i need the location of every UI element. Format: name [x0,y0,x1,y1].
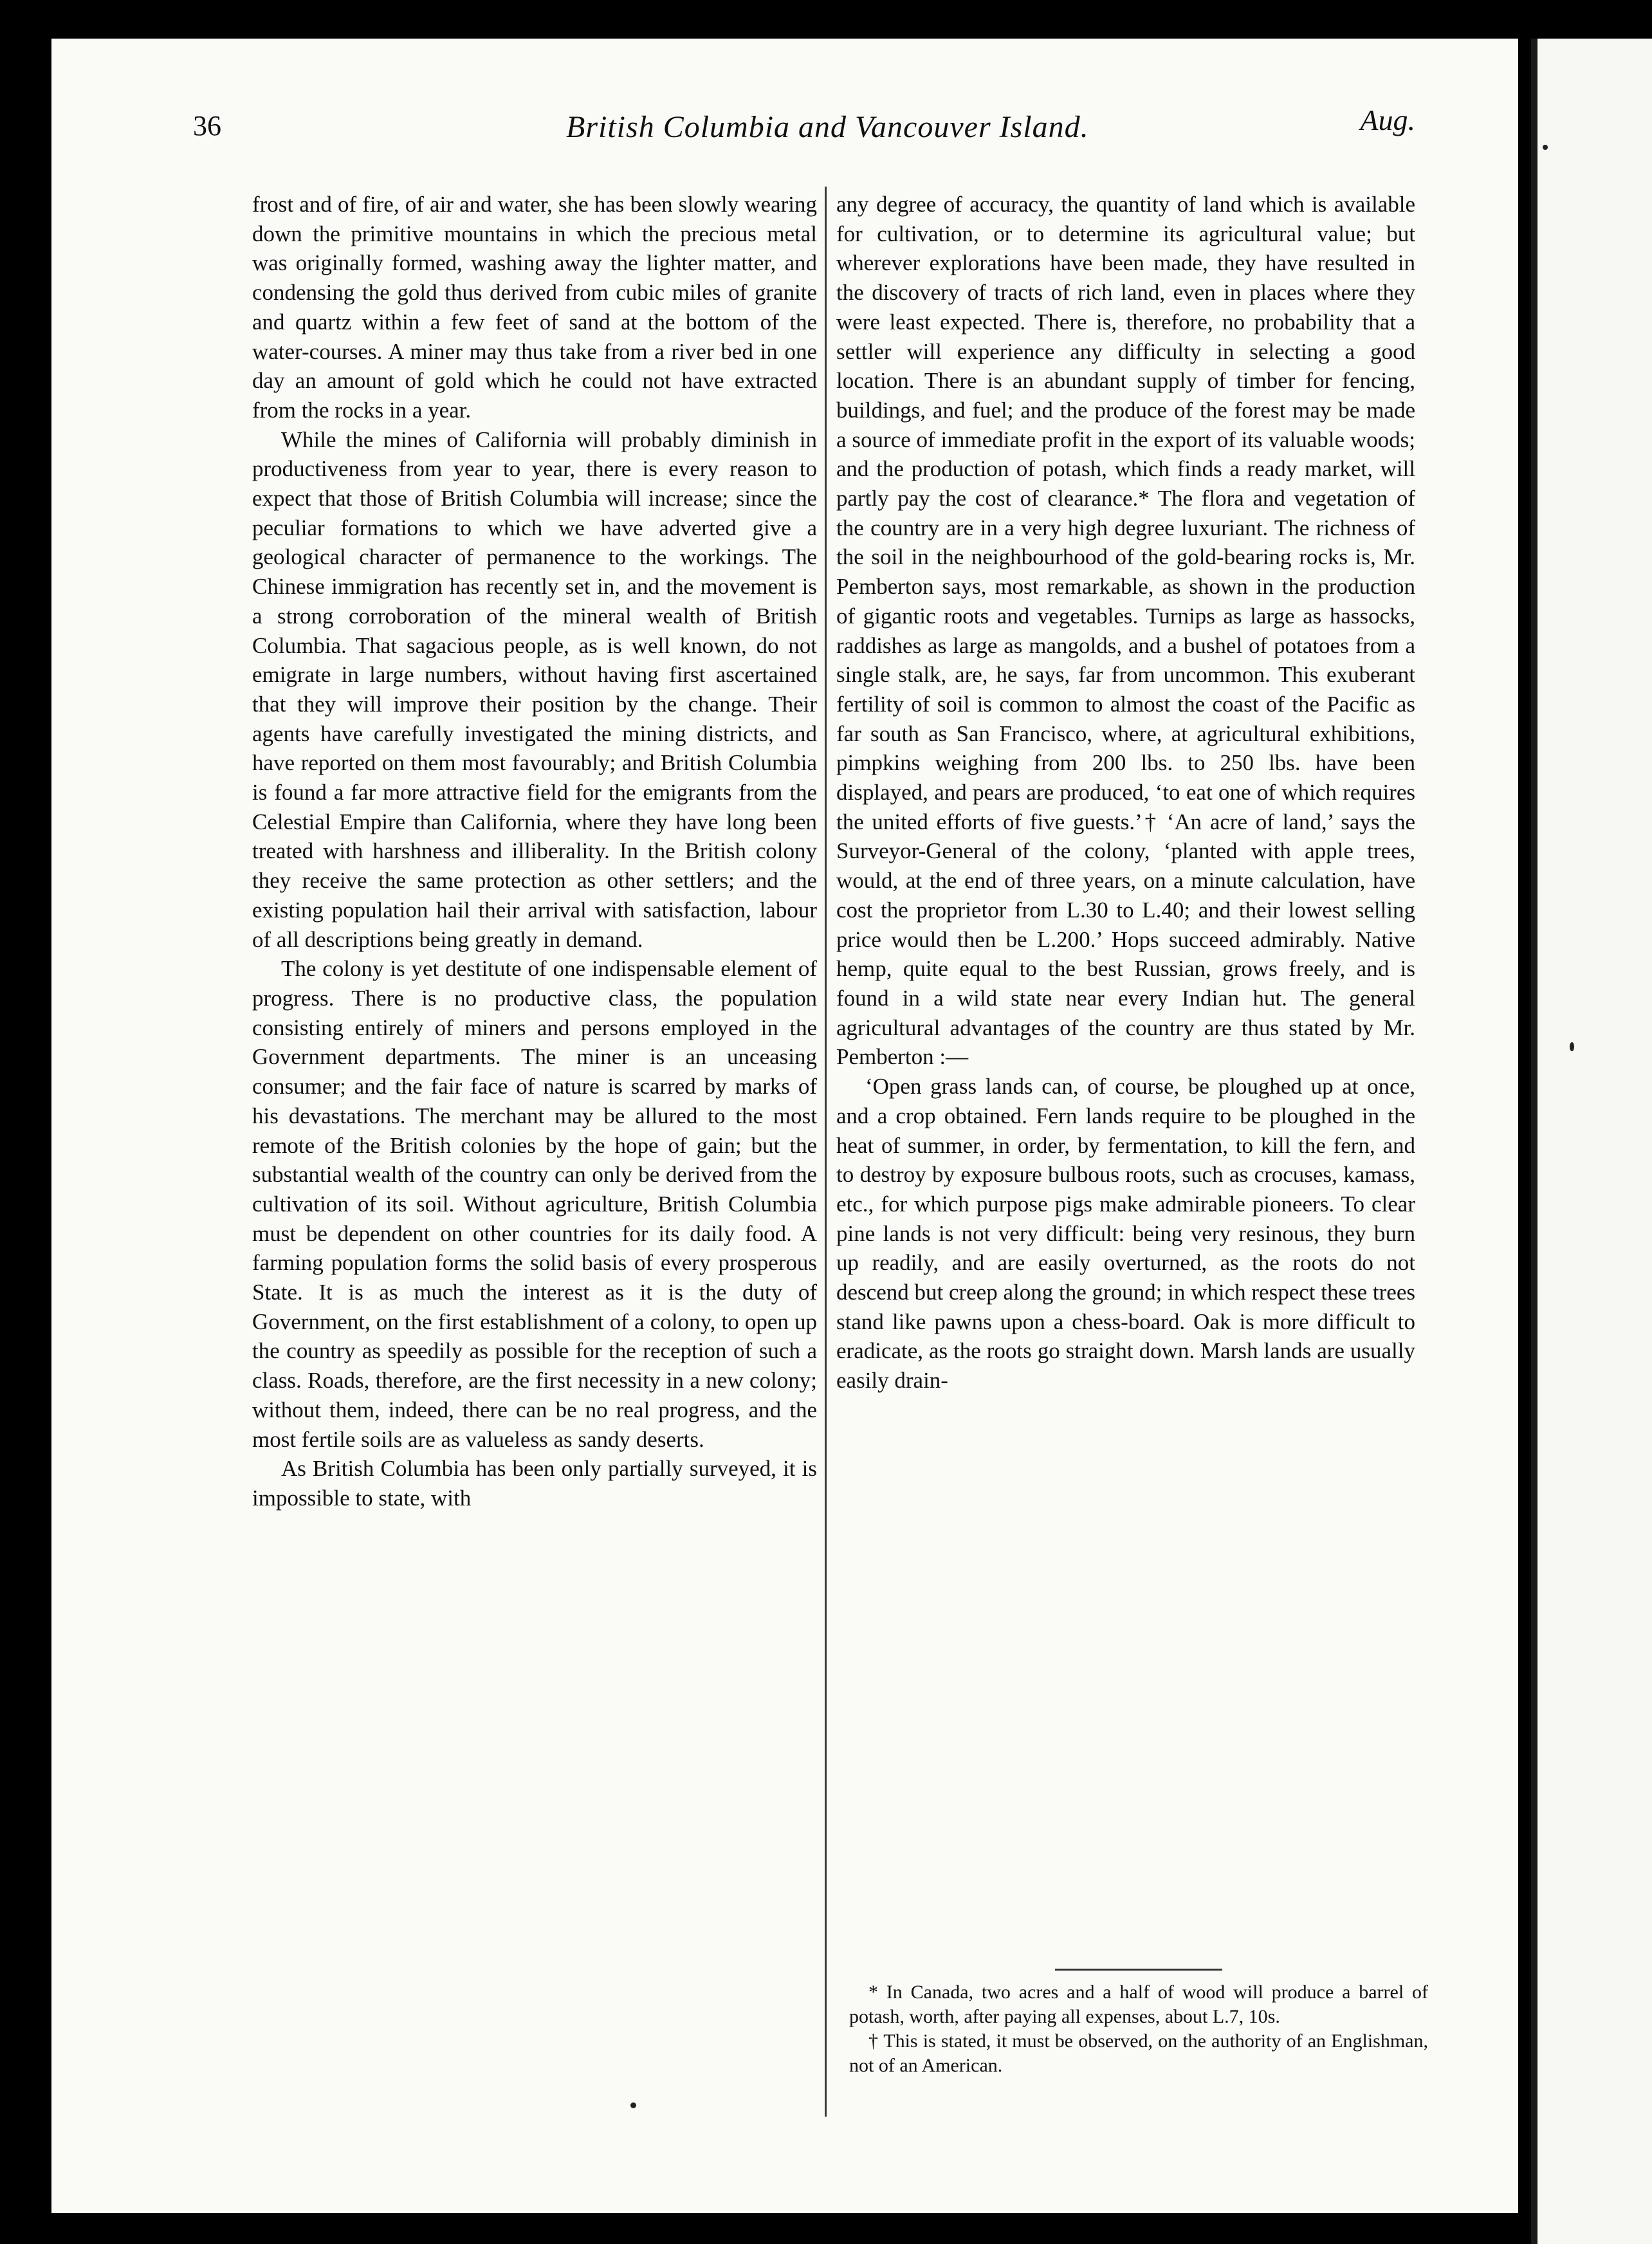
paragraph: frost and of fire, of air and water, she has been slowly wearing down the primitive mountains in which the precious metal was originally formed, washing away the lighter matter, and condensing the gold thus derived from cubic miles of granite and quartz within a few feet of sand at the bottom of the water-courses. A miner may thus take from a river bed in one day an amount of gold which he could not have extracted from the rocks in a year. [252,192,817,423]
facing-page-edge [1531,39,1652,2244]
scan-speck [1570,1042,1574,1051]
paragraph: The colony is yet destitute of one indispensable element of progress. There is no productive class, the population consisting entirely of miners and persons employed in the Government departments. The miner is an unceasing consumer; and the fair face of nature is scarred by marks of his devastations. The merchant may be allured to the most remote of the British colonies by the hope of gain; but the substantial wealth of the country can only be derived from the cultivation of its soil. Without agriculture, British Columbia must be dependent on other countries for its daily food. A farming population forms the solid basis of every prosperous State. It is as much the interest as it is the duty of Government, on the first establishment of a colony, to open up the country as speedily as possible for the reception of such a class. Roads, therefore, are the first necessity in a new colony; without them, indeed, there can be no real progress, and the most fertile soils are as valueless as sandy deserts. [252,956,817,1452]
footnote: * In Canada, two acres and a half of wood will produce a barrel of potash, worth, after paying all expenses, about L.7, 10s. [849,1982,1428,2027]
footnote: † This is stated, it must be observed, on the authority of an Englishman, not of an American. [849,2030,1428,2076]
running-title: British Columbia and Vancouver Island. [566,110,1089,144]
page-number: 36 [193,110,221,142]
paragraph: As British Columbia has been only partially surveyed, it is impossible to state, with [252,1456,817,1511]
page-header [193,103,1415,161]
scan-speck [630,2102,636,2108]
right-column [836,190,1415,1395]
page-gutter-shadow [1531,39,1537,2244]
left-column [252,190,817,1513]
running-month: Aug. [1360,104,1415,136]
scan-speck [1543,145,1548,150]
paragraph: While the mines of California will probably diminish in productiveness from year to year, there is every reason to expect that those of British Columbia will increase; since the peculiar formations to which we have adverted give a geological character of permanence to the workings. The Chinese immigration has recently set in, and the movement is a strong corroboration of the mineral wealth of British Columbia. That sagacious people, as is well known, do not emigrate in large numbers, without having first ascertained that they will improve their position by the change. Their agents have carefully investigated the mining districts, and have reported on them most favourably; and British Columbia is found a far more attractive field for the emigrants from the Celestial Empire than California, where they have long been treated with harshness and illiberality. In the British colony they receive the same protection as other settlers; and the existing population hail their arrival with satisfaction, labour of all descriptions being greatly in demand. [252,427,817,952]
footnote-rule [1055,1969,1222,1971]
paragraph: any degree of accuracy, the quantity of land which is available for cultivation, or to determine its agricultural value; but wherever explorations have been made, they have resulted in the discovery of tracts of rich land, even in places where they were least expected. There is, therefore, no probability that a settler will experience any difficulty in selecting a good location. There is an abundant supply of timber for fencing, buildings, and fuel; and the produce of the forest may be made a source of immediate profit in the export of its valuable woods; and the production of potash, which finds a ready market, will partly pay the cost of clearance.* The flora and vegetation of the country are in a very high degree luxuriant. The richness of the soil in the neighbourhood of the gold-bearing rocks is, Mr. Pemberton says, most remarkable, as shown in the production of gigantic roots and vegetables. Turnips as large as hassocks, raddishes as large as mangolds, and a bushel of potatoes from a single stalk, are, he says, far from uncommon. This exuberant fertility of soil is common to almost the coast of the Pacific as far south as San Francisco, where, at agricultural exhibitions, pimpkins weighing from 200 lbs. to 250 lbs. have been displayed, and pears are produced, ‘to eat one of which requires the united efforts of five guests.’† ‘An acre of land,’ says the Surveyor-General of the colony, ‘planted with apple trees, would, at the end of three years, on a minute calculation, have cost the proprietor from L.30 to L.40; and their lowest selling price would then be L.200.’ Hops succeed admirably. Native hemp, quite equal to the best Russian, grows freely, and is found in a wild state near every Indian hut. The general agricultural advantages of the country are thus stated by Mr. Pemberton :— [836,192,1415,1070]
column-divider [825,187,827,2117]
footnotes [849,1980,1428,2078]
paragraph: ‘Open grass lands can, of course, be ploughed up at once, and a crop obtained. Fern lands require to be ploughed in the heat of summer, in order, by fermentation, to kill the fern, and to destroy by exposure bulbous roots, such as crocuses, kamass, etc., for which purpose pigs make admirable pioneers. To clear pine lands is not very difficult: being very resinous, they burn up readily, and are easily overturned, as the roots do not descend but creep along the ground; in which respect these trees stand like pawns upon a chess-board. Oak is more difficult to eradicate, as the roots go straight down. Marsh lands are usually easily drain- [836,1074,1415,1393]
